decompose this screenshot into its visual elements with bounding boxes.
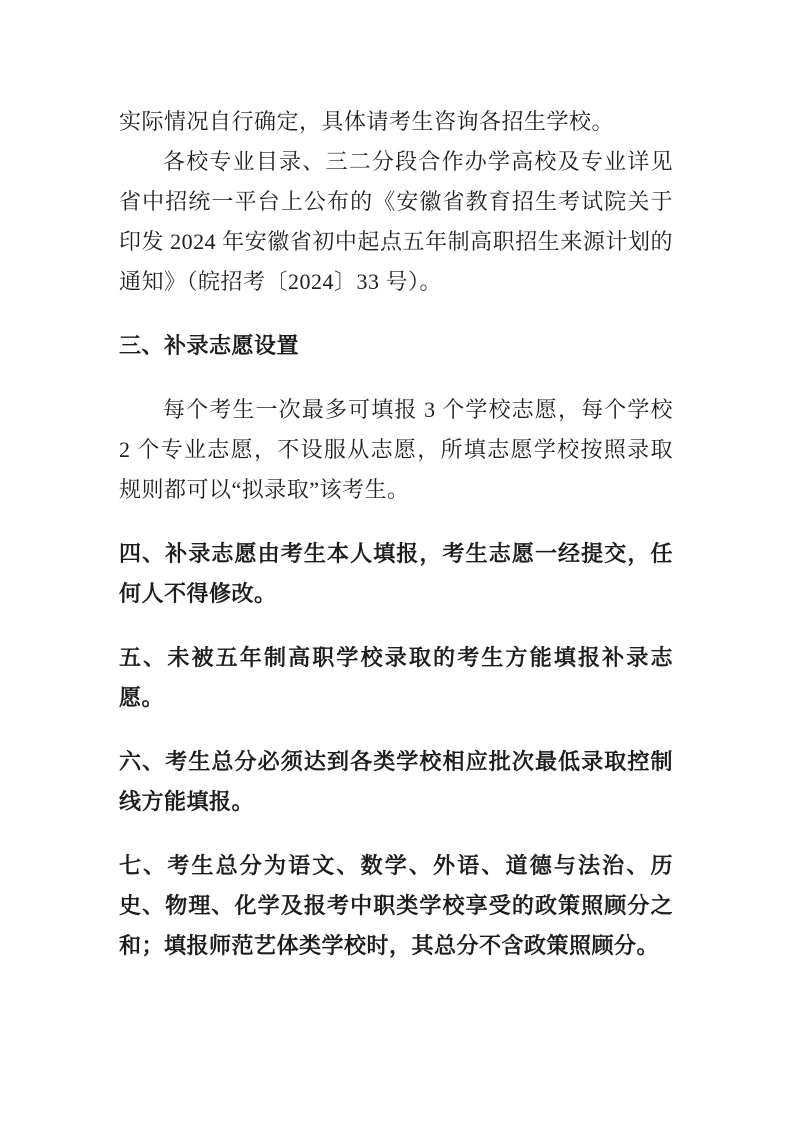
paragraph-section-5: 五、未被五年制高职学校录取的考生方能填报补录志愿。 xyxy=(119,645,673,710)
paragraph-continuation: 实际情况自行确定，具体请考生咨询各招生学校。 xyxy=(119,109,615,134)
document-body xyxy=(119,102,673,966)
paragraph-section-7: 七、考生总分为语文、数学、外语、道德与法治、历史、物理、化学及报考中职类学校享受的政策照顾分之和；填报师范艺体类学校时，其总分不含政策照顾分。 xyxy=(119,853,673,958)
paragraph-volunteer-limits: 每个考生一次最多可填报 3 个学校志愿，每个学校 2 个专业志愿，不设服从志愿，所填志愿学校按照录取规则都可以“拟录取”该考生。 xyxy=(119,397,673,502)
paragraph-section-6: 六、考生总分必须达到各类学校相应批次最低录取控制线方能填报。 xyxy=(119,749,673,814)
paragraph-section-4: 四、补录志愿由考生本人填报，考生志愿一经提交，任何人不得修改。 xyxy=(119,541,673,606)
paragraph-catalog-notice: 各校专业目录、三二分段合作办学高校及专业详见省中招统一平台上公布的《安徽省教育招生考试院关于印发 2024 年安徽省初中起点五年制高职招生来源计划的通知》（皖招考〔2024〕33 号）。 xyxy=(119,149,673,294)
section-heading-3: 三、补录志愿设置 xyxy=(119,333,300,358)
